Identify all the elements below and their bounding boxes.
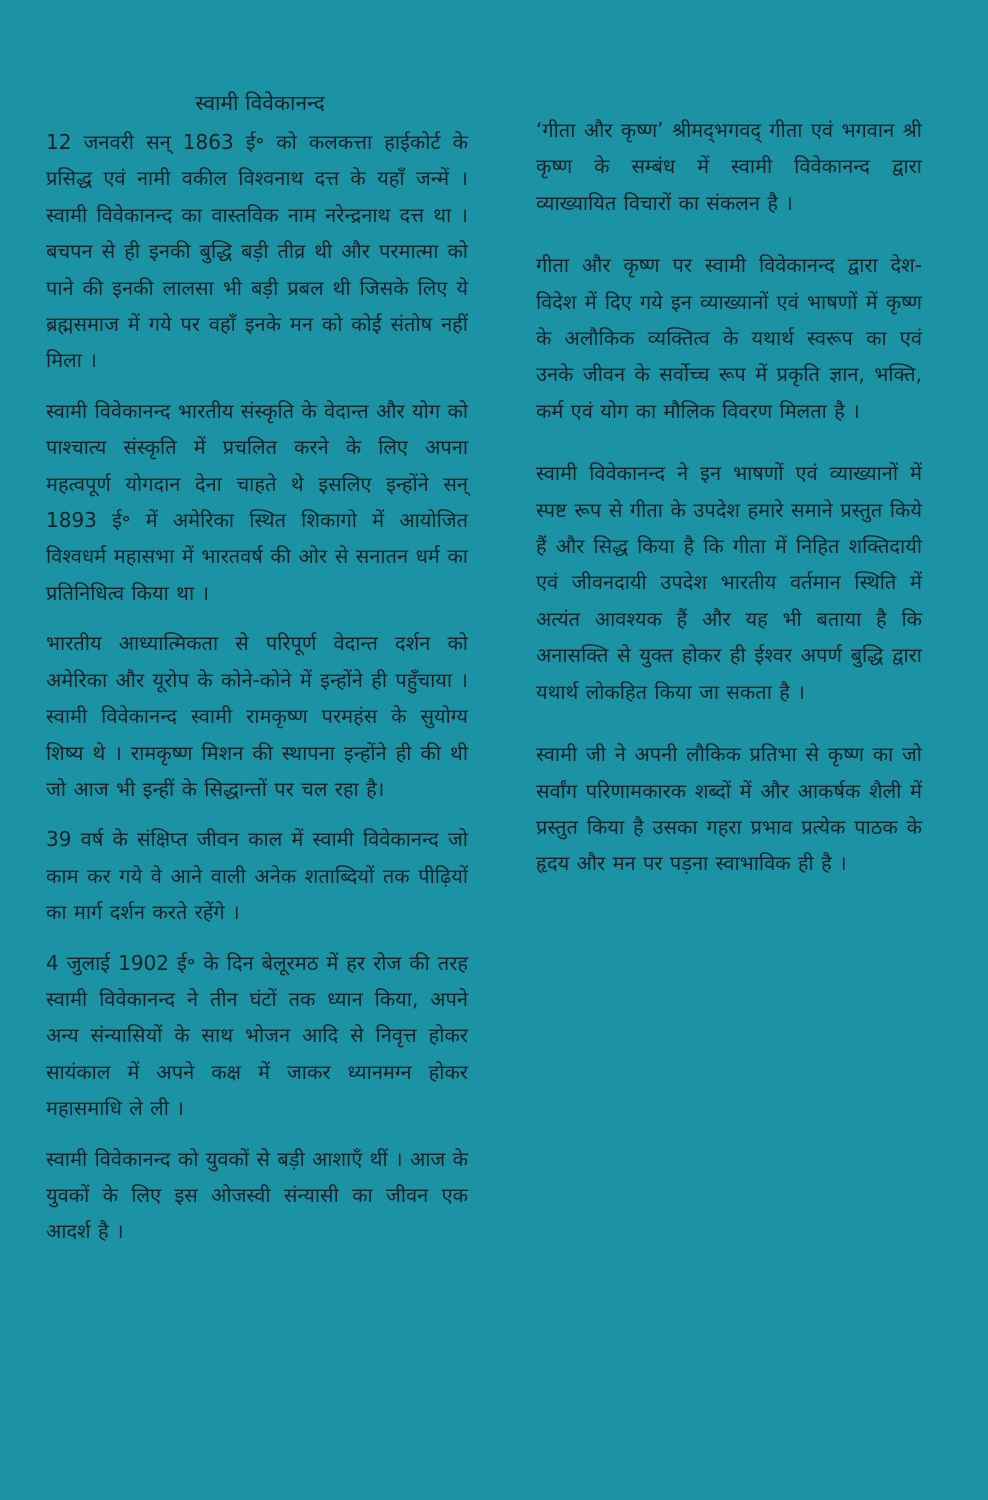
paragraph-chicago: स्वामी विवेकानन्द भारतीय संस्कृति के वेदान्त और योग को पाश्चात्य संस्कृति में प्रचलित करने के लिए अपना महत्वपूर्ण योगदान देना चाहते थे इसलिए इन्होंने सन् 1893 ई॰ में अमेरिका स्थित शिकागो में आयोजित विश्वधर्म महासभा में भारतवर्ष की ओर से सनातन धर्म का प्रतिनिधित्व किया था । (46, 398, 468, 605)
paragraph-teachings: स्वामी विवेकानन्द ने इन भाषणों एवं व्याख्यानों में स्पष्ट रूप से गीता के उपदेश हमारे समाने प्रस्तुत किये हैं और सिद्ध किया है कि गीता में निहित शक्तिदायी एवं जीवनदायी उपदेश भारतीय वर्तमान स्थिति में अत्यंत आवश्यक हैं और यह भी बताया है कि अनासक्ति से युक्त होकर ही ईश्वर अपर्ण बुद्धि द्वारा यथार्थ लोकहित किया जा सकता है । (536, 461, 922, 704)
paragraph-birth: 12 जनवरी सन् 1863 ई॰ को कलकत्ता हाईकोर्ट के प्रसिद्ध एवं नामी वकील विश्वनाथ दत्त के यहाँ जन्में । स्वामी विवेकानन्द का वास्तविक नाम नरेन्द्रनाथ दत्त था । बचपन से ही इनकी बुद्धि बड़ी तीव्र थी और परमात्मा को पाने की इनकी लालसा भी बड़ी प्रबल थी जिसके लिए ये ब्रह्मसमाज में गये पर वहाँ इनके मन को कोई संतोष नहीं मिला । (46, 130, 468, 373)
section-heading: स्वामी विवेकानन्द (195, 91, 325, 115)
paragraph-mahasamadhi: 4 जुलाई 1902 ई॰ के दिन बेलूरमठ में हर रोज की तरह स्वामी विवेकानन्द ने तीन घंटों तक ध्यान किया, अपने अन्य संन्यासियों के साथ भोजन आदि से निवृत्त होकर सायंकाल में अपने कक्ष में जाकर ध्यानमग्न होकर महासमाधि ले ली । (46, 950, 468, 1121)
paragraph-legacy: 39 वर्ष के संक्षिप्त जीवन काल में स्वामी विवेकानन्द जो काम कर गये वे आने वाली अनेक शताब्दियों तक पीढ़ियों का मार्ग दर्शन करते रहेंगे । (46, 827, 468, 925)
paragraph-book-intro: ‘गीता और कृष्ण’ श्रीमद्‌भगवद्‌ गीता एवं भगवान श्री कृष्ण के सम्बंध में स्वामी विवेकानन्द द्वारा व्याख्यायित विचारों का संकलन है । (536, 118, 922, 215)
right-column (536, 112, 922, 908)
paragraph-lectures: गीता और कृष्ण पर स्वामी विवेकानन्द द्वारा देश-विदेश में दिए गये इन व्याख्यानों एवं भाषणों में कृष्ण के अलौकिक व्यक्तित्व के यथार्थ स्वरूप का एवं उनके जीवन के सर्वोच्च रूप में प्रकृति ज्ञान, भक्ति, कर्म एवं योग का मौलिक विवरण मिलता है । (536, 253, 922, 423)
left-column (46, 88, 468, 1264)
paragraph-vedanta: भारतीय आध्यात्मिकता से परिपूर्ण वेदान्त दर्शन को अमेरिका और यूरोप के कोने-कोने में इन्होंने ही पहुँचाया । स्वामी विवेकानन्द स्वामी रामकृष्ण परमहंस के सुयोग्य शिष्य थे । रामकृष्ण मिशन की स्थापना इन्होंने ही की थी जो आज भी इन्हीं के सिद्धान्तों पर चल रहा है। (46, 631, 468, 801)
paragraph-impact: स्वामी जी ने अपनी लौकिक प्रतिभा से कृष्ण का जो सर्वांग परिणामकारक शब्दों में और आकर्षक शैली में प्रस्तुत किया है उसका गहरा प्रभाव प्रत्येक पाठक के हृदय और मन पर पड़ना स्वाभाविक ही है । (536, 742, 922, 876)
paragraph-youth: स्वामी विवेकानन्द को युवकों से बड़ी आशाएँ थीं । आज के युवकों के लिए इस ओजस्वी संन्यासी का जीवन एक आदर्श है । (46, 1146, 468, 1244)
